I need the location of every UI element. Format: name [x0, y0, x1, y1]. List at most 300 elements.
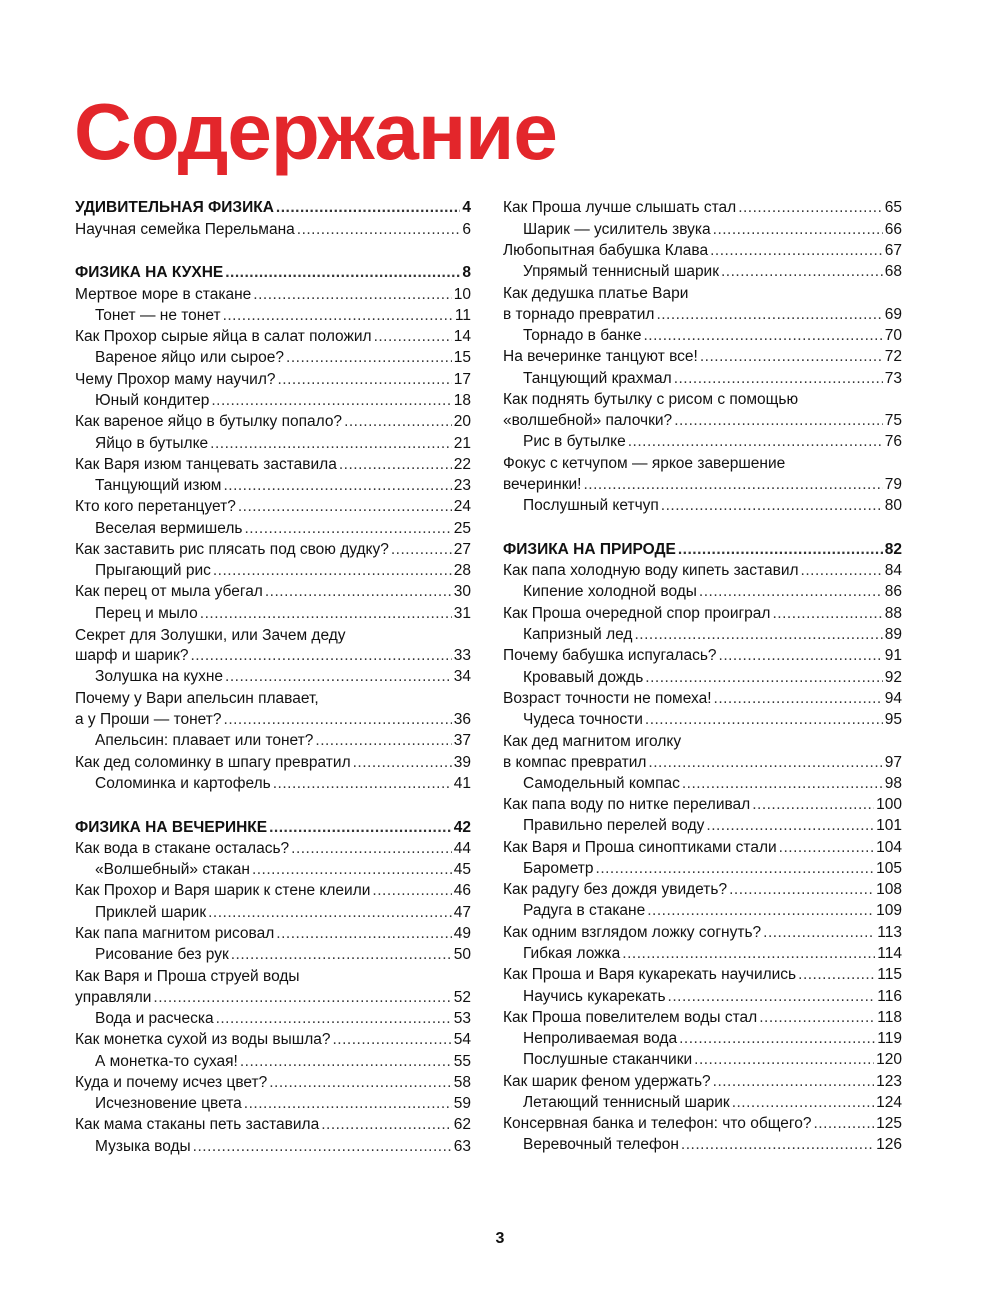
toc-leader-dots	[721, 263, 883, 281]
toc-entry-title: Непроливаемая вода	[523, 1030, 678, 1048]
toc-entry-page: 23	[453, 477, 471, 495]
toc-entry-page: 105	[876, 859, 902, 877]
toc-entry-title: Послушные стаканчики	[523, 1051, 693, 1069]
toc-entry-title: Танцующий крахмал	[523, 369, 672, 387]
toc-leader-dots	[779, 839, 874, 857]
toc-subentry[interactable]	[75, 475, 471, 496]
toc-entry-title: Как перец от мыла убегал	[75, 583, 263, 601]
toc-entry-page: 66	[884, 220, 902, 238]
toc-entry[interactable]	[503, 964, 902, 985]
toc-entry-title: Чему Прохор маму научил?	[75, 370, 276, 388]
toc-subentry[interactable]	[503, 985, 902, 1006]
toc-entry-title: Чудеса точности	[523, 711, 643, 729]
toc-entry[interactable]	[503, 1006, 902, 1027]
toc-leader-dots	[344, 413, 452, 431]
toc-entry-title: Как вода в стакане осталась?	[75, 839, 290, 857]
toc-entry-title: Любопытная бабушка Клава	[503, 241, 709, 259]
toc-subentry[interactable]	[75, 666, 471, 687]
toc-leader-dots	[269, 819, 452, 837]
toc-entry[interactable]	[503, 879, 902, 900]
toc-entry-page: 67	[884, 241, 902, 259]
toc-entry-page: 94	[884, 689, 902, 707]
toc-entry-title: Капризный лед	[523, 625, 633, 643]
toc-entry-page: 17	[453, 370, 471, 388]
toc-subentry[interactable]	[75, 944, 471, 965]
toc-leader-dots	[645, 711, 883, 729]
toc-entry[interactable]	[75, 923, 471, 944]
toc-entry[interactable]	[503, 836, 902, 857]
toc-leader-dots	[634, 626, 882, 644]
toc-entry-line: Как Варя и Проша струей воды	[75, 968, 300, 986]
toc-entry-title: Как Проша лучше слышать стал	[503, 199, 737, 217]
toc-leader-dots	[674, 370, 883, 388]
toc-entry[interactable]	[503, 303, 902, 324]
toc-entry-title: Как вареное яйцо в бутылку попало?	[75, 413, 343, 431]
toc-leader-dots	[706, 817, 874, 835]
toc-entry-title: Исчезновение цвета	[95, 1095, 242, 1113]
toc-leader-dots	[353, 754, 452, 772]
toc-entry-title: Рис в бутылке	[523, 433, 626, 451]
toc-subentry[interactable]	[75, 560, 471, 581]
toc-entry-title: Как Варя изюм танцевать заставила	[75, 455, 337, 473]
toc-subentry[interactable]	[503, 772, 902, 793]
toc-leader-dots	[238, 498, 452, 516]
toc-entry[interactable]	[75, 581, 471, 602]
toc-leader-dots	[679, 1030, 875, 1048]
toc-entry-title: Шарик — усилитель звука	[523, 220, 711, 238]
page-title: Содержание	[74, 87, 557, 176]
toc-entry-page: 126	[876, 1136, 902, 1154]
toc-leader-dots	[278, 371, 452, 389]
toc-leader-dots	[244, 1095, 452, 1113]
toc-entry[interactable]	[75, 1071, 471, 1092]
toc-entry-line: Почему у Вари апельсин плавает,	[75, 690, 319, 708]
toc-entry-page: 27	[453, 540, 471, 558]
toc-subentry[interactable]	[503, 900, 902, 921]
toc-entry-title: Возраст точности не помеха!	[503, 689, 712, 707]
toc-entry-title: Правильно перелей воду	[523, 817, 705, 835]
toc-entry-page: 62	[453, 1116, 471, 1134]
toc-leader-dots	[190, 647, 451, 665]
toc-entry-page: 58	[453, 1073, 471, 1091]
toc-entry-page: 33	[453, 647, 471, 665]
toc-entry[interactable]	[75, 283, 471, 304]
toc-entry[interactable]	[75, 837, 471, 858]
toc-entry-line: Как дед магнитом иголку	[503, 732, 682, 750]
toc-entry-line: Как дедушка платье Вари	[503, 285, 689, 303]
toc-subentry[interactable]	[503, 709, 902, 730]
toc-entry[interactable]	[75, 368, 471, 389]
toc-entry-page: 84	[884, 562, 902, 580]
toc-section[interactable]	[75, 816, 471, 837]
toc-entry-title: Веселая вермишель	[95, 519, 243, 537]
toc-entry-page: 25	[453, 519, 471, 537]
toc-entry-title: Почему бабушка испугалась?	[503, 647, 717, 665]
toc-entry-page: 11	[454, 306, 471, 324]
toc-subentry[interactable]	[75, 772, 471, 793]
toc-subentry[interactable]	[75, 602, 471, 623]
toc-entry-title: Юный кондитер	[95, 392, 210, 410]
toc-leader-dots	[193, 1138, 452, 1156]
toc-entry-page: 82	[884, 540, 902, 558]
toc-subentry[interactable]	[75, 859, 471, 880]
toc-entry[interactable]	[75, 496, 471, 517]
toc-leader-dots	[253, 286, 451, 304]
toc-section[interactable]	[503, 539, 902, 560]
toc-leader-dots	[273, 775, 452, 793]
toc-leader-dots	[647, 902, 874, 920]
toc-subentry[interactable]	[503, 1134, 902, 1155]
toc-section[interactable]	[75, 197, 471, 218]
toc-leader-dots	[700, 348, 883, 366]
toc-entry-title: Как монетка сухой из воды вышла?	[75, 1031, 331, 1049]
toc-entry-page: 14	[453, 328, 471, 346]
toc-leader-dots	[269, 1074, 452, 1092]
toc-leader-dots	[321, 1116, 452, 1134]
toc-entry-page: 65	[884, 199, 902, 217]
toc-subentry[interactable]	[75, 730, 471, 751]
toc-entry-page: 80	[884, 497, 902, 515]
toc-entry-page: 47	[453, 903, 471, 921]
toc-entry-page: 76	[884, 433, 902, 451]
toc-leader-dots	[682, 775, 883, 793]
toc-leader-dots	[223, 477, 451, 495]
toc-leader-dots	[719, 647, 883, 665]
toc-entry[interactable]	[503, 1113, 902, 1134]
toc-leader-dots	[265, 583, 452, 601]
toc-entry-title: Прыгающий рис	[95, 562, 211, 580]
toc-entry[interactable]	[75, 645, 471, 666]
toc-leader-dots	[732, 1094, 874, 1112]
toc-leader-dots	[244, 520, 451, 538]
toc-entry-page: 120	[876, 1051, 902, 1069]
toc-entry-page: 6	[462, 220, 471, 238]
toc-leader-dots	[374, 328, 452, 346]
toc-entry-title: Радуга в стакане	[523, 902, 646, 920]
toc-leader-dots	[339, 456, 452, 474]
toc-leader-dots	[699, 583, 883, 601]
toc-entry-page: 125	[876, 1115, 902, 1133]
toc-entry[interactable]	[503, 687, 902, 708]
toc-leader-dots	[240, 1053, 452, 1071]
toc-entry-title: Кровавый дождь	[523, 668, 644, 686]
toc-entry-title: ФИЗИКА НА ПРИРОДЕ	[503, 540, 676, 558]
toc-entry-title: Как папа воду по нитке переливал	[503, 796, 751, 814]
toc-leader-dots	[225, 264, 460, 282]
toc-entry-page: 88	[884, 604, 902, 622]
toc-entry-title: Приклей шарик	[95, 903, 207, 921]
toc-entry-title: ФИЗИКА НА КУХНЕ	[75, 264, 224, 282]
toc-entry-page: 118	[877, 1008, 902, 1026]
toc-entry[interactable]	[503, 197, 902, 218]
toc-entry[interactable]	[503, 921, 902, 942]
toc-leader-dots	[216, 1010, 452, 1028]
toc-entry-title: Рисование без рук	[95, 946, 229, 964]
toc-entry-page: 79	[884, 475, 902, 493]
toc-subentry[interactable]	[75, 432, 471, 453]
toc-leader-dots	[661, 497, 883, 515]
toc-entry-page: 89	[884, 625, 902, 643]
toc-leader-dots	[628, 433, 883, 451]
toc-entry-title: Как Проша и Варя кукарекать научились	[503, 966, 797, 984]
toc-entry[interactable]	[503, 794, 902, 815]
toc-entry-title: шарф и шарик?	[75, 647, 189, 665]
toc-leader-dots	[713, 1073, 874, 1091]
toc-entry-page: 123	[876, 1072, 902, 1090]
toc-leader-dots	[713, 221, 883, 239]
toc-entry-page: 86	[884, 583, 902, 601]
toc-entry-title: Торнадо в банке	[523, 327, 642, 344]
toc-entry[interactable]	[503, 560, 902, 581]
toc-entry-title: Научись кукарекать	[523, 987, 666, 1005]
toc-section[interactable]	[75, 262, 471, 283]
toc-entry-page: 100	[876, 796, 902, 814]
toc-subentry[interactable]	[503, 624, 902, 645]
toc-entry-page: 44	[453, 839, 471, 857]
toc-entry-title: Как Проша повелителем воды стал	[503, 1008, 758, 1026]
toc-leader-dots	[391, 541, 452, 559]
toc-subentry[interactable]	[503, 495, 902, 516]
toc-entry[interactable]	[75, 1114, 471, 1135]
page-number: 3	[495, 1230, 505, 1247]
toc-subentry[interactable]	[503, 1028, 902, 1049]
toc-leader-dots	[291, 840, 452, 858]
toc-entry-title: Как радугу без дождя увидеть?	[503, 881, 728, 899]
toc-subentry[interactable]	[75, 390, 471, 411]
toc-entry-title: Вода и расческа	[95, 1010, 214, 1027]
toc-leader-dots	[714, 690, 883, 708]
toc-entry-title: Гибкая ложка	[523, 944, 621, 962]
toc-subentry[interactable]	[503, 367, 902, 388]
toc-entry-title: Музыка воды	[95, 1137, 191, 1155]
toc-entry-title: Как одним взглядом ложку согнуть?	[503, 923, 762, 941]
toc-entry-title: а у Проши — тонет?	[75, 711, 222, 729]
toc-entry-title: Консервная банка и телефон: что общего?	[503, 1115, 812, 1133]
toc-entry[interactable]	[75, 1029, 471, 1050]
toc-leader-dots	[315, 732, 451, 750]
toc-leader-dots	[681, 1136, 874, 1154]
toc-subentry[interactable]	[503, 431, 902, 452]
toc-entry[interactable]	[75, 411, 471, 432]
toc-entry-page: 18	[453, 392, 471, 410]
toc-entry[interactable]	[75, 326, 471, 347]
toc-subentry[interactable]	[503, 858, 902, 879]
toc-leader-dots	[668, 988, 876, 1006]
toc-leader-dots	[645, 669, 882, 687]
toc-subentry[interactable]	[503, 218, 902, 239]
toc-leader-dots	[200, 605, 452, 623]
toc-entry-title: Золушка на кухне	[95, 668, 224, 686]
toc-leader-dots	[643, 327, 882, 345]
toc-leader-dots	[224, 711, 452, 729]
toc-entry-title: Куда и почему исчез цвет?	[75, 1073, 268, 1091]
toc-leader-dots	[252, 861, 452, 879]
toc-subentry[interactable]	[503, 666, 902, 687]
toc-entry-title: УДИВИТЕЛЬНАЯ ФИЗИКА	[75, 199, 274, 217]
toc-entry[interactable]	[503, 1070, 902, 1091]
toc-entry-page: 72	[884, 348, 902, 366]
toc-leader-dots	[656, 306, 882, 324]
toc-entry-page: 113	[877, 923, 902, 941]
toc-entry-page: 109	[876, 902, 902, 920]
toc-entry-title: Как папа холодную воду кипеть заставил	[503, 562, 799, 580]
toc-leader-dots	[648, 754, 882, 772]
toc-entry-page: 45	[453, 861, 471, 879]
toc-entry-page: 31	[453, 604, 471, 622]
toc-leader-dots	[798, 966, 875, 984]
toc-entry-page: 97	[884, 753, 902, 771]
toc-entry-title: На вечеринке танцуют все!	[503, 348, 698, 366]
toc-entry-page: 50	[453, 946, 471, 964]
toc-leader-dots	[231, 946, 452, 964]
toc-entry[interactable]	[75, 751, 471, 772]
toc-leader-dots	[738, 199, 883, 217]
toc-entry-page: 104	[876, 838, 902, 856]
toc-entry-page: 75	[884, 412, 902, 430]
toc-subentry[interactable]	[75, 347, 471, 368]
toc-leader-dots	[678, 541, 883, 559]
toc-entry-line: Секрет для Золушки, или Зачем деду	[75, 626, 346, 644]
toc-entry[interactable]	[503, 751, 902, 772]
toc-entry-page: 115	[877, 966, 902, 984]
toc-entry-title: Как дед соломинку в шпагу превратил	[75, 753, 351, 771]
toc-entry-title: Как шарик феном удержать?	[503, 1072, 711, 1090]
toc-entry-title: Научная семейка Перельмана	[75, 220, 295, 238]
toc-entry-page: 101	[876, 817, 902, 835]
toc-entry-title: Как папа магнитом рисовал	[75, 924, 275, 942]
toc-subentry[interactable]	[503, 1049, 902, 1070]
toc-entry[interactable]	[75, 218, 471, 239]
toc-entry-page: 68	[884, 263, 902, 281]
toc-entry-page: 114	[877, 944, 902, 962]
toc-entry-title: «Волшебный» стакан	[95, 861, 250, 879]
toc-entry-title: Как Прохор и Варя шарик к стене клеили	[75, 882, 371, 900]
toc-leader-dots	[772, 605, 882, 623]
toc-subentry[interactable]	[75, 1093, 471, 1114]
toc-subentry[interactable]	[503, 815, 902, 836]
toc-entry-title: Летающий теннисный шарик	[523, 1093, 730, 1111]
toc-entry-title: Мертвое море в стакане	[75, 285, 252, 303]
toc-leader-dots	[333, 1031, 452, 1049]
toc-entry-page: 70	[884, 327, 902, 344]
toc-entry-title: Апельсин: плавает или тонет?	[95, 732, 314, 750]
toc-entry-page: 49	[453, 924, 471, 942]
toc-leader-dots	[153, 989, 451, 1007]
toc-entry-title: Барометр	[523, 859, 594, 877]
toc-leader-dots	[729, 881, 874, 899]
toc-entry-title: в торнадо превратил	[503, 305, 655, 323]
toc-entry-page: 53	[453, 1010, 471, 1027]
toc-entry-page: 39	[453, 753, 471, 771]
toc-entry-title: Как Варя и Проша синоптиками стали	[503, 838, 777, 856]
toc-entry-page: 69	[884, 305, 902, 323]
toc-entry[interactable]	[503, 240, 902, 261]
toc-entry-title: Кто кого перетанцует?	[75, 498, 236, 516]
toc-leader-dots	[223, 307, 453, 325]
toc-entry-page: 92	[884, 668, 902, 686]
toc-entry-page: 36	[453, 711, 471, 729]
toc-entry[interactable]	[503, 645, 902, 666]
toc-entry[interactable]	[75, 538, 471, 559]
toc-leader-dots	[759, 1009, 875, 1027]
toc-leader-dots	[674, 412, 883, 430]
toc-entry-page: 55	[453, 1052, 471, 1070]
toc-entry-page: 20	[453, 413, 471, 431]
toc-leader-dots	[596, 860, 875, 878]
toc-subentry[interactable]	[75, 1008, 471, 1029]
toc-entry-page: 98	[884, 774, 902, 792]
toc-entry-title: вечеринки!	[503, 475, 582, 493]
toc-subentry[interactable]	[503, 261, 902, 282]
toc-entry-title: Как Проша очередной спор проиграл	[503, 604, 771, 622]
toc-subentry[interactable]	[75, 305, 471, 326]
toc-entry-page: 34	[453, 668, 471, 686]
toc-entry[interactable]	[503, 602, 902, 623]
toc-entry-page: 21	[453, 434, 471, 452]
toc-entry-title: А монетка-то сухая!	[95, 1052, 238, 1070]
toc-entry-page: 52	[453, 988, 471, 1006]
toc-entry-page: 10	[453, 285, 471, 303]
toc-entry-title: Упрямый теннисный шарик	[523, 263, 719, 281]
toc-subentry[interactable]	[503, 325, 902, 346]
toc-entry-title: Как заставить рис плясать под свою дудку?	[75, 540, 389, 558]
toc-leader-dots	[752, 796, 874, 814]
toc-leader-dots	[213, 562, 452, 580]
toc-leader-dots	[210, 435, 452, 453]
toc-entry-page: 42	[453, 818, 471, 836]
toc-entry-title: Яйцо в бутылке	[95, 434, 209, 452]
toc-subentry[interactable]	[75, 1050, 471, 1071]
toc-leader-dots	[208, 904, 452, 922]
toc-entry-title: управляли	[75, 988, 152, 1006]
toc-entry[interactable]	[75, 880, 471, 901]
toc-entry[interactable]	[75, 453, 471, 474]
toc-entry-page: 46	[453, 882, 471, 900]
toc-entry-title: Как мама стаканы петь заставила	[75, 1116, 320, 1134]
toc-entry-title: Вареное яйцо или сырое?	[95, 349, 285, 367]
toc-subentry[interactable]	[75, 517, 471, 538]
toc-entry-page: 91	[884, 647, 902, 665]
toc-leader-dots	[813, 1115, 874, 1133]
toc-leader-dots	[710, 242, 883, 260]
toc-subentry[interactable]	[503, 581, 902, 602]
toc-leader-dots	[276, 925, 451, 943]
toc-leader-dots	[297, 221, 461, 239]
toc-entry-page: 124	[876, 1093, 902, 1111]
toc-entry-page: 8	[462, 264, 471, 282]
toc-entry-title: в компас превратил	[503, 753, 647, 771]
toc-entry-title: Как Прохор сырые яйца в салат положил	[75, 328, 372, 346]
toc-leader-dots	[286, 349, 452, 367]
toc-leader-dots	[583, 476, 882, 494]
toc-entry[interactable]	[503, 346, 902, 367]
toc-leader-dots	[694, 1051, 874, 1069]
toc-entry[interactable]	[75, 709, 471, 730]
toc-subentry[interactable]	[503, 1091, 902, 1112]
toc-entry-line: Фокус с кетчупом — яркое завершение	[503, 455, 786, 473]
toc-entry[interactable]	[503, 474, 902, 495]
toc-entry[interactable]	[503, 410, 902, 431]
toc-entry-title: Соломинка и картофель	[95, 774, 271, 792]
toc-entry-page: 24	[453, 498, 471, 516]
toc-entry-page: 41	[453, 774, 471, 792]
toc-entry-title: Танцующий изюм	[95, 477, 222, 495]
toc-subentry[interactable]	[503, 943, 902, 964]
toc-entry-page: 73	[884, 369, 902, 387]
toc-entry[interactable]	[75, 986, 471, 1007]
toc-subentry[interactable]	[75, 901, 471, 922]
toc-subentry[interactable]	[75, 1135, 471, 1156]
